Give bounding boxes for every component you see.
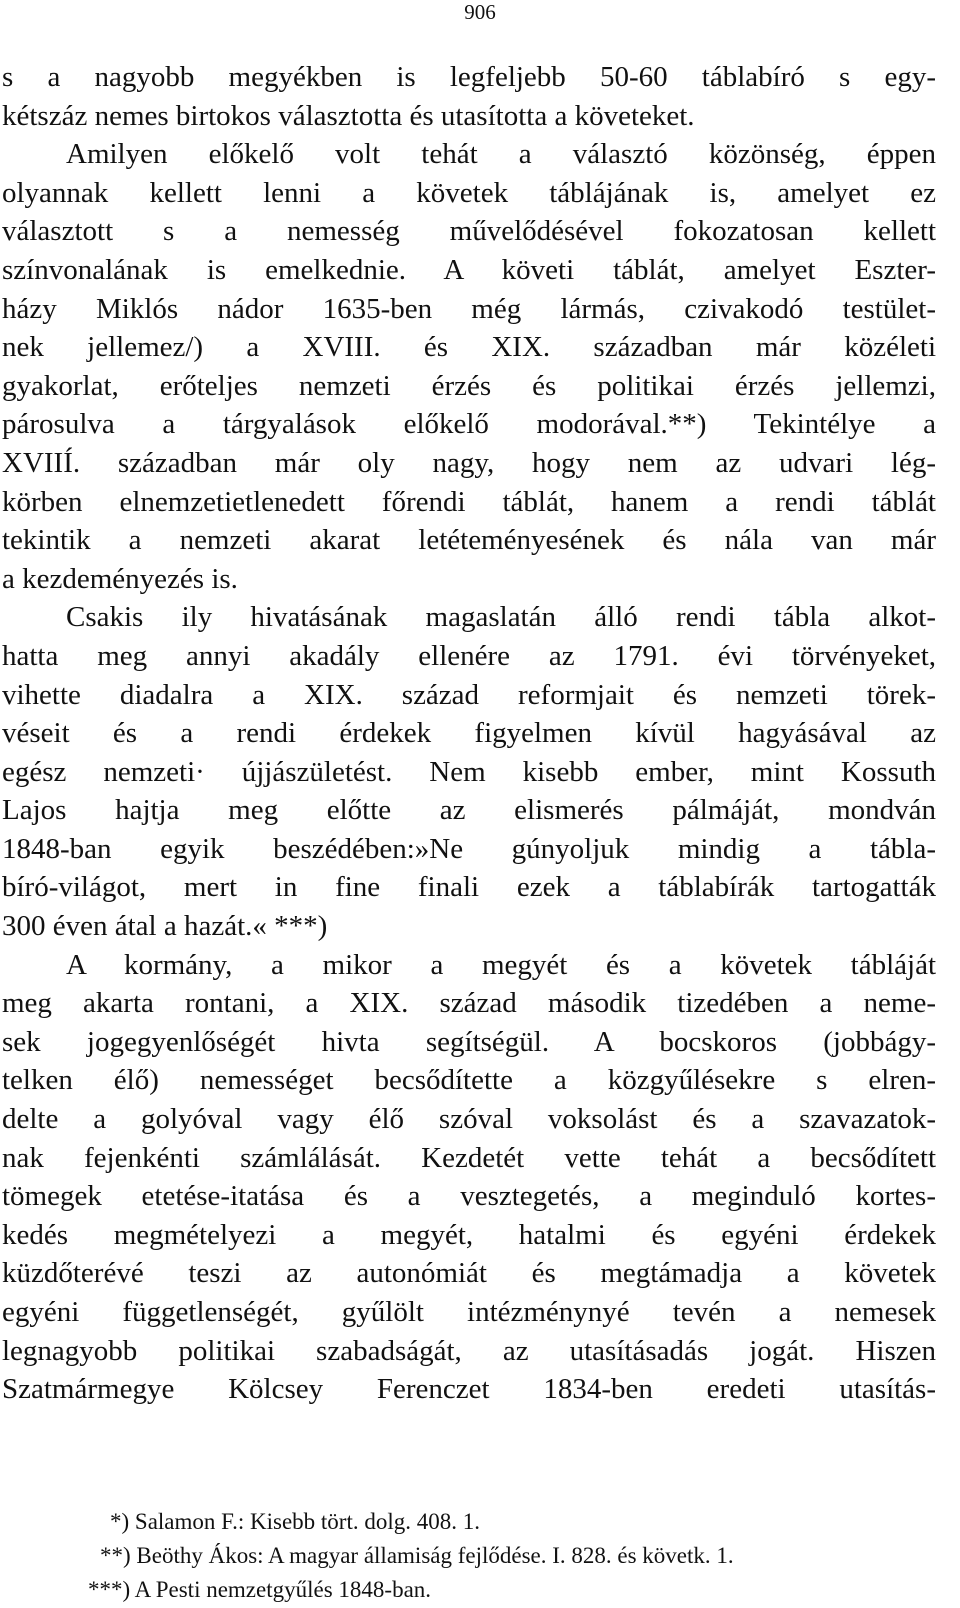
page-number: 906	[464, 0, 496, 24]
text-line: egész nemzeti· újjászületést. Nem kisebb ember, mint Kossuth	[2, 755, 936, 788]
text-line: XVIIÍ. században már oly nagy, hogy nem az udvari lég-	[2, 446, 936, 479]
text-line: vihette diadalra a XIX. század reformjait és nemzeti törek-	[2, 678, 936, 711]
text-line: legnagyobb politikai szabadságát, az utasításadás jogát. Hiszen	[2, 1334, 936, 1367]
footnotes	[0, 1505, 960, 1607]
text-line: küzdőterévé teszi az autonómiát és megtámadja a követek	[2, 1257, 936, 1290]
text-line: s a nagyobb megyékben is legfeljebb 50-60 táblabíró s egy-	[2, 61, 936, 93]
text-line: 1848-ban egyik beszédében:»Ne gúnyoljuk mindig a tábla-	[2, 832, 936, 865]
text-line: nak fejenkénti számlálását. Kezdetét vette tehát a becsődített	[2, 1141, 936, 1174]
text-line: bíró-világot, mert in fine finali ezek a táblabírák tartogatták	[2, 871, 936, 904]
text-line: egyéni függetlenségét, gyűlölt intézménynyé tevén a nemesek	[2, 1296, 936, 1328]
paragraph-start-line: A kormány, a mikor a megyét és a követek tábláját	[66, 948, 936, 981]
text-line: Lajos hajtja meg előtte az elismerés pálmáját, mondván	[2, 794, 936, 827]
text-line: telken élő) nemességet becsődítette a közgyűlésekre s elren-	[2, 1064, 936, 1097]
text-line: véseit és a rendi érdekek figyelmen kívül hagyásával az	[2, 717, 936, 750]
text-line: kétszáz nemes birtokos választotta és utasította a követeket.	[2, 99, 695, 132]
text-line: házy Miklós nádor 1635-ben még lármás, czivakodó testület-	[2, 292, 936, 325]
text-line: tekintik a nemzeti akarat letéteményesének és nála van már	[2, 524, 936, 557]
text-line: körben elnemzetietlenedett főrendi táblát, hanem a rendi táblát	[2, 485, 936, 518]
text-line: tömegek etetése-itatása és a vesztegetés, a meginduló kortes-	[2, 1180, 936, 1213]
text-line: kedés megmételyezi a megyét, hatalmi és egyéni érdekek	[2, 1218, 936, 1251]
text-line: 300 éven átal a hazát.« ***)	[2, 910, 328, 943]
text-line: sek jogegyenlőségét hivta segítségül. A bocskoros (jobbágy-	[2, 1025, 936, 1058]
text-line: meg akarta rontani, a XIX. század második tizedében a neme-	[2, 987, 936, 1020]
paragraph-start-line: Amilyen előkelő volt tehát a választó közönség, éppen	[66, 138, 936, 171]
text-line: párosulva a tárgyalások előkelő modorával.**) Tekintélye a	[2, 408, 936, 441]
text-line: választott s a nemesség művelődésével fokozatosan kellett	[2, 215, 936, 248]
text-line: Szatmármegye Kölcsey Ferenczet 1834-ben eredeti utasítás-	[2, 1373, 936, 1406]
text-line: gyakorlat, erőteljes nemzeti érzés és politikai érzés jellemzi,	[2, 369, 936, 402]
footnote-3: ***) A Pesti nemzetgyűlés 1848-ban.	[88, 1577, 432, 1602]
footnote-1: *) Salamon F.: Kisebb tört. dolg. 408. 1.	[110, 1509, 480, 1534]
text-line: a kezdeményezés is.	[2, 562, 238, 595]
text-line: színvonalának is emelkednie. A követi táblát, amelyet Eszter-	[2, 253, 936, 286]
text-line: nek jellemez/) a XVIII. és XIX. században már közéleti	[2, 331, 936, 364]
body-text	[2, 58, 936, 1409]
footnote-2: **) Beöthy Ákos: A magyar államiság fejlődése. I. 828. és követk. 1.	[100, 1543, 734, 1568]
paragraph-start-line: Csakis ily hivatásának magaslatán álló rendi tábla alkot-	[66, 601, 936, 634]
text-line: delte a golyóval vagy élő szóval voksolást és a szavazatok-	[2, 1103, 936, 1136]
text-line: olyannak kellett lenni a követek táblájának is, amelyet ez	[2, 176, 936, 209]
text-line: hatta meg annyi akadály ellenére az 1791. évi törvényeket,	[2, 639, 936, 672]
